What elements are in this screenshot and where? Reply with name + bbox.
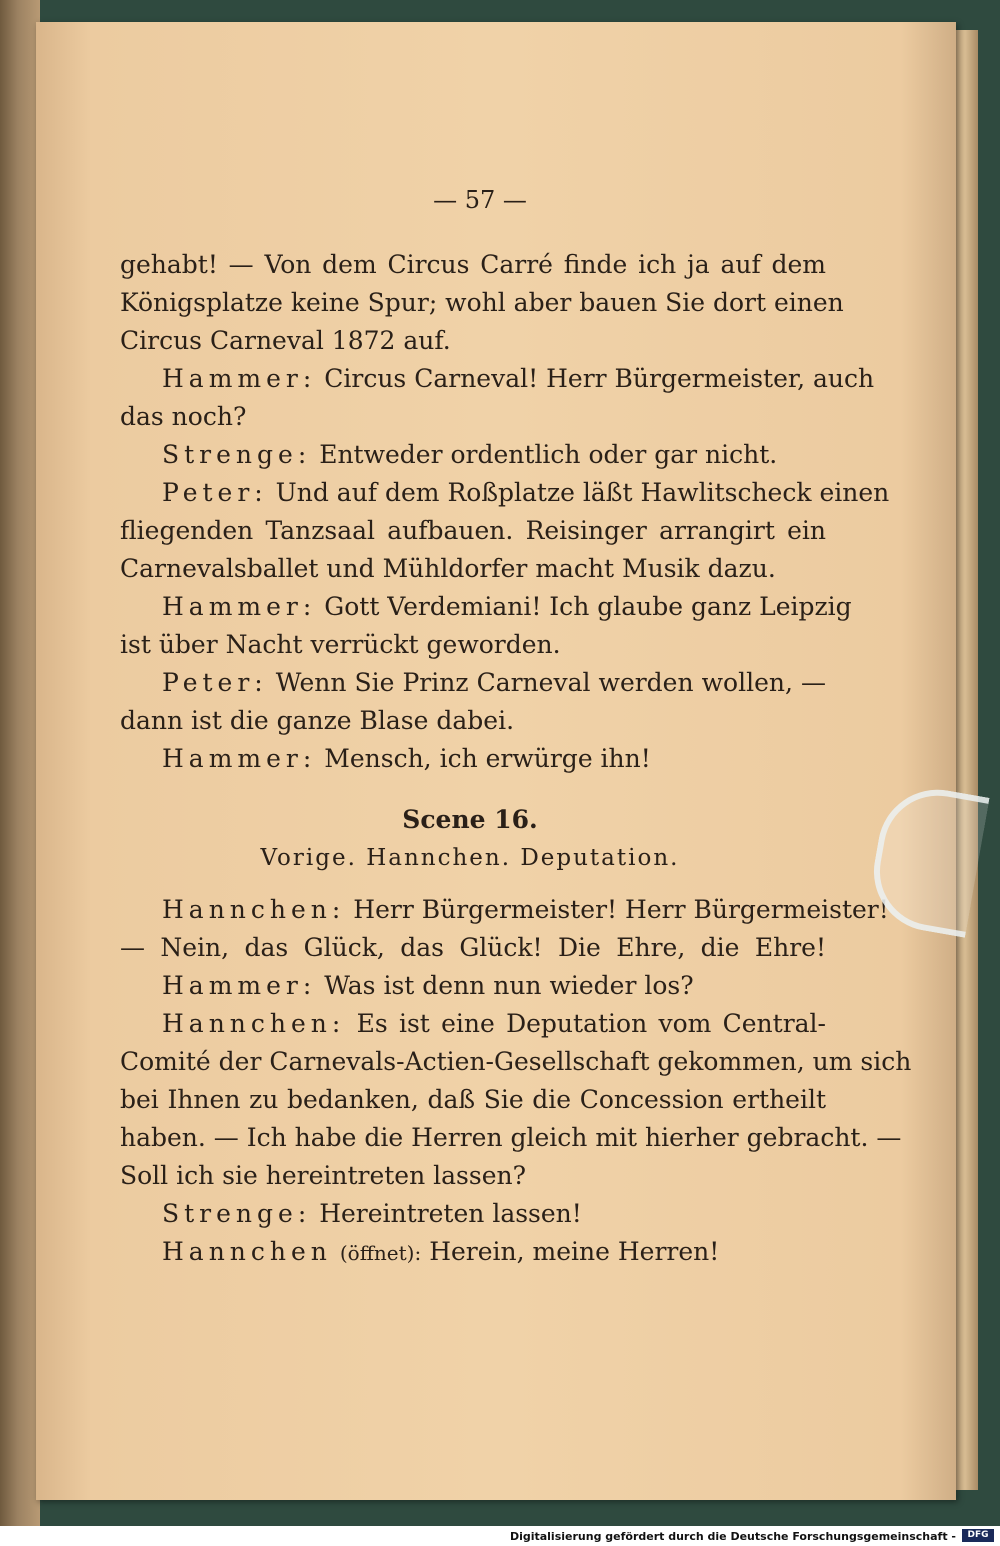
speaker-name: Peter: xyxy=(162,668,268,697)
text-line: dann ist die ganze Blase dabei. xyxy=(120,706,515,735)
speaker-name: Hannchen xyxy=(162,1237,332,1266)
text-line: Königsplatze keine Spur; wohl aber bauen Sie dort einen xyxy=(120,288,844,317)
dialogue-line xyxy=(162,744,651,773)
speaker-name: Strenge: xyxy=(162,440,312,469)
text-line: Circus Carneval 1872 auf. xyxy=(120,326,451,355)
dialogue-text: Circus Carneval! Herr Bürgermeister, auch xyxy=(324,364,875,393)
text-line: das noch? xyxy=(120,402,247,431)
page-number: — 57 — xyxy=(433,186,527,214)
speaker-name: Strenge: xyxy=(162,1199,312,1228)
dialogue-line xyxy=(162,364,875,393)
dialogue-text: Mensch, ich erwürge ihn! xyxy=(324,744,651,773)
dialogue-text: Herr Bürgermeister! Herr Bürgermeister! xyxy=(353,895,889,924)
facing-page-edge xyxy=(0,0,40,1526)
text-line: haben. — Ich habe die Herren gleich mit hierher gebracht. — xyxy=(120,1123,902,1152)
dialogue-line xyxy=(162,1237,719,1266)
stage-note: (öffnet): xyxy=(339,1241,422,1265)
dialogue-text: Hereintreten lassen! xyxy=(319,1199,582,1228)
funding-notice: Digitalisierung gefördert durch die Deutsche Forschungsgemeinschaft - xyxy=(509,1530,956,1543)
text-line: bei Ihnen zu bedanken, daß Sie die Concession ertheilt xyxy=(120,1085,826,1114)
dialogue-text: Was ist denn nun wieder los? xyxy=(324,971,694,1000)
text-line: gehabt! — Von dem Circus Carré finde ich ja auf dem xyxy=(120,250,826,279)
dialogue-text: Entweder ordentlich oder gar nicht. xyxy=(319,440,778,469)
speaker-name: Hammer: xyxy=(162,971,317,1000)
dialogue-text: Gott Verdemiani! Ich glaube ganz Leipzig xyxy=(324,592,852,621)
dialogue-line xyxy=(162,668,826,697)
scene-heading: Scene 16. xyxy=(402,805,538,834)
dfg-logo: DFG xyxy=(962,1529,994,1542)
text-line: Comité der Carnevals-Actien-Gesellschaft gekommen, um sich xyxy=(120,1047,912,1076)
text-line: fliegenden Tanzsaal aufbauen. Reisinger arrangirt ein xyxy=(120,516,826,545)
text-line: ist über Nacht verrückt geworden. xyxy=(120,630,561,659)
speaker-name: Peter: xyxy=(162,478,268,507)
dialogue-line xyxy=(162,478,890,507)
dialogue-line xyxy=(162,1009,826,1038)
dialogue-text: Es ist eine Deputation vom Central- xyxy=(356,1009,826,1038)
speaker-name: Hammer: xyxy=(162,364,317,393)
text-line: — Nein, das Glück, das Glück! Die Ehre, die Ehre! xyxy=(120,933,826,962)
dialogue-text: Wenn Sie Prinz Carneval werden wollen, — xyxy=(275,668,826,697)
text-line: Carnevalsballet und Mühldorfer macht Musik dazu. xyxy=(120,554,776,583)
footer-bar xyxy=(0,1526,1000,1546)
dialogue-line xyxy=(162,895,889,924)
dialogue-text: Herein, meine Herren! xyxy=(429,1237,720,1266)
speaker-name: Hammer: xyxy=(162,592,317,621)
dialogue-text: Und auf dem Roßplatze läßt Hawlitscheck einen xyxy=(275,478,890,507)
dialogue-line xyxy=(162,1199,582,1228)
text-line: Soll ich sie hereintreten lassen? xyxy=(120,1161,527,1190)
speaker-name: Hammer: xyxy=(162,744,317,773)
speaker-name: Hannchen: xyxy=(162,1009,346,1038)
dialogue-line xyxy=(162,592,852,621)
stage-direction: Vorige. Hannchen. Deputation. xyxy=(260,845,680,871)
dialogue-line xyxy=(162,440,777,469)
speaker-name: Hannchen: xyxy=(162,895,346,924)
dialogue-line xyxy=(162,971,694,1000)
